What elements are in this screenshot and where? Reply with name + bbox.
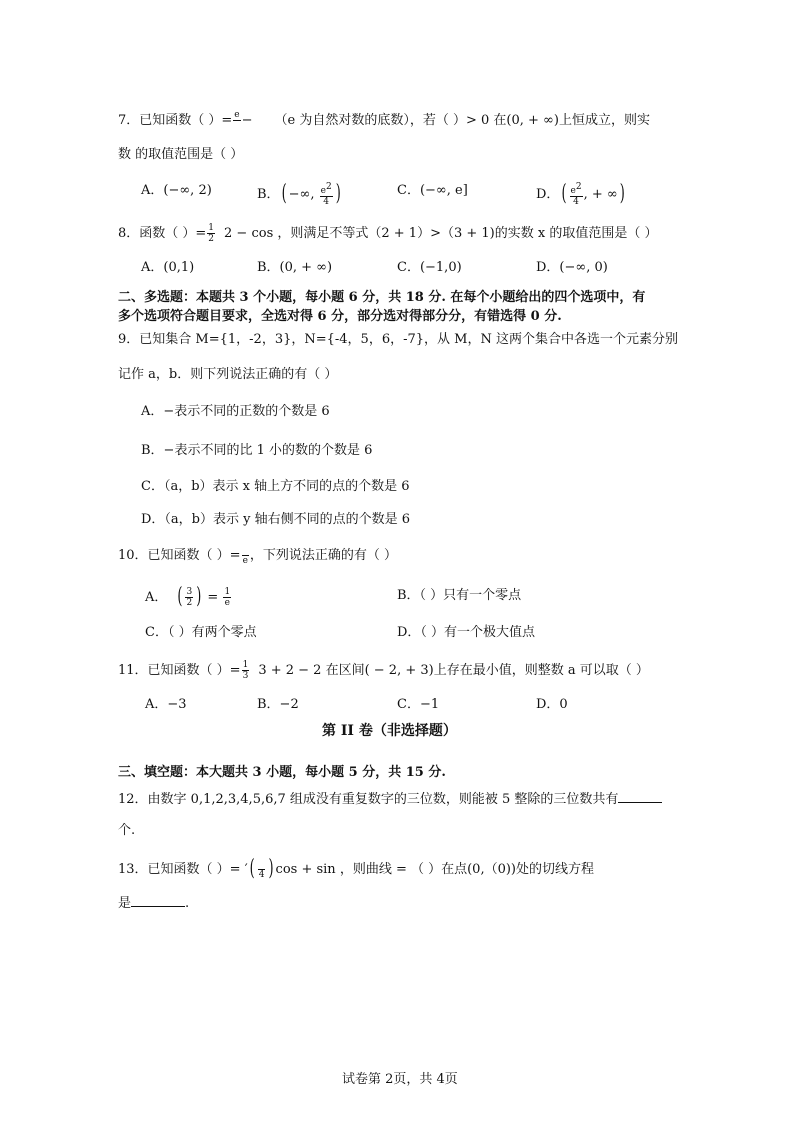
q12-stem-line1	[118, 790, 662, 808]
q10-option-a-rden: e	[224, 598, 230, 608]
q8-stem-a: 8．函数（ ）=	[118, 226, 207, 241]
q10-option-a-label: A．	[145, 590, 168, 605]
q7-stem-c: （e 为自然对数的底数），若（ ）> 0 在(0, + ∞)上恒成立，则实	[274, 113, 650, 128]
q7-option-d-label: D．	[536, 187, 560, 202]
q11-frac-num: 1	[242, 660, 249, 670]
q8-option-a: A．(0,1)	[141, 260, 195, 275]
q10-stem	[118, 545, 397, 566]
q10-stem-a: 10．已知函数（ ）=	[118, 548, 241, 563]
q11-stem-a: 11．已知函数（ ）=	[118, 663, 241, 678]
q10-option-b: B．（ ）只有一个零点	[397, 588, 522, 603]
q11-frac-den: 3	[242, 671, 249, 681]
q10-frac-den: e	[242, 556, 248, 566]
q11-stem	[118, 660, 649, 681]
q7-option-d-den: 4	[573, 197, 579, 207]
q13-stem-a: 13．已知函数（ ）= ′	[118, 862, 248, 877]
q10-option-a-num: 3	[186, 587, 193, 597]
q8-stem-b: 2 − cos ，则满足不等式（2 + 1）>（3 + 1)的实数 x 的取值范围是（ ）	[224, 226, 658, 241]
q7-option-d-frac	[570, 182, 583, 207]
q8-option-d: D．(−∞, 0)	[536, 260, 608, 275]
q7-option-a: A．(−∞, 2)	[141, 183, 212, 198]
q10-fraction	[242, 545, 249, 566]
q8-option-b: B．(0, + ∞)	[257, 260, 333, 275]
q8-option-c: C．(−1,0)	[397, 260, 462, 275]
q7-option-b-label: B．	[257, 187, 280, 202]
q7-stem-line1	[118, 110, 650, 131]
q10-option-c: C．（ ）有两个零点	[145, 625, 257, 640]
q11-option-c: C．−1	[397, 697, 440, 712]
q7-option-d: D． ( $\frac{e2}{4}$ , + ∞ )	[536, 181, 625, 207]
q13-stem-line1: 13．已知函数（ ）= ′ ( 4 ) cos + sin ，则曲线 = （ ）在点(0,（0))处的切线方程	[118, 856, 594, 882]
q9-option-b: B．−表示不同的比 1 小的数的个数是 6	[141, 443, 373, 458]
q8-frac-den: 2	[208, 234, 215, 244]
q7-option-b-expr: −∞,	[288, 187, 319, 202]
q12-answer-blank[interactable]	[618, 790, 662, 803]
q12-stem-text: 12．由数字 0,1,2,3,4,5,6,7 组成没有重复数字的三位数，则能被 5 整除的三位数共有	[118, 792, 619, 807]
q8-frac-num: 1	[208, 223, 215, 233]
q7-option-b-sup: 2	[325, 182, 332, 192]
q8-fraction	[207, 223, 215, 244]
q10-option-a-rnum: 1	[224, 587, 231, 597]
q11-option-b: B．−2	[257, 697, 299, 712]
q9-stem-line1: 9．已知集合 M={1，-2，3}，N={-4，5，6，-7}，从 M，N 这两个集合中各选一个元素分别	[118, 332, 678, 347]
q7-option-b: B． ( −∞, $\frac{e2}{4}$ )	[257, 181, 341, 207]
q11-option-d: D．0	[536, 697, 568, 712]
q13-frac-den: 4	[258, 870, 265, 880]
q7-option-b-frac	[320, 182, 333, 207]
q13-stem-line2: 是 .	[118, 896, 190, 911]
q9-option-a: A．−表示不同的正数的个数是 6	[141, 404, 330, 419]
part2-title: 第 II 卷（非选择题）	[322, 723, 457, 739]
q11-option-a: A．−3	[145, 697, 187, 712]
q10-option-a-eq: =	[207, 590, 219, 605]
section2-heading-line1: 二、多选题：本题共 3 个小题，每小题 6 分，共 18 分. 在每个小题给出的四个选项中，有	[118, 290, 646, 305]
q7-frac-num: e	[234, 110, 240, 120]
q9-option-d: D．（a，b）表示 y 轴右侧不同的点的个数是 6	[141, 512, 411, 527]
q13-stem-line2-text: 是	[118, 896, 132, 911]
q13-stem-b: cos + sin ，则曲线 = （ ）在点(0,（0))处的切线方程	[275, 862, 594, 877]
q7-fraction	[233, 110, 240, 131]
q10-option-d: D．（ ）有一个极大值点	[397, 625, 536, 640]
q9-option-c: C．（a，b）表示 x 轴上方不同的点的个数是 6	[141, 479, 410, 494]
q13-fraction	[258, 859, 266, 880]
q7-option-d-expr: , + ∞	[583, 187, 618, 202]
q7-option-c: C．(−∞, e]	[397, 183, 468, 198]
q7-stem-a: 7．已知函数（ ）=	[118, 113, 233, 128]
page-footer: 试卷第 2页，共 4页	[342, 1072, 458, 1087]
q10-option-a-den: 2	[186, 598, 193, 608]
q10-option-a: A． ( $\frac{3}{2}$ ) = $\frac{1}{e}$	[145, 584, 231, 610]
q10-option-a-rfrac	[223, 587, 231, 608]
q10-option-a-frac	[185, 587, 193, 608]
section3-heading: 三、填空题：本大题共 3 小题，每小题 5 分，共 15 分.	[118, 765, 446, 780]
q10-stem-b: ，下列说法正确的有（ ）	[249, 548, 398, 563]
q7-option-d-sup: 2	[575, 182, 582, 192]
q11-fraction	[242, 660, 250, 681]
q7-option-b-den: 4	[323, 197, 330, 207]
q7-stem-b: −	[241, 113, 253, 128]
q13-answer-blank[interactable]	[131, 894, 185, 907]
q8-stem	[118, 223, 657, 244]
q7-stem-line2: 数 的取值范围是（ ）	[118, 147, 244, 162]
section2-heading-line2: 多个选项符合题目要求，全选对得 6 分，部分选对得部分分，有错选得 0 分.	[118, 309, 562, 324]
q7-option-b-num: e	[320, 186, 326, 196]
q11-stem-b: 3 + 2 − 2 在区间( − 2, + 3)上存在最小值，则整数 a 可以取（ ）	[258, 663, 649, 678]
q7-option-d-num: e	[570, 186, 576, 196]
q9-stem-line2: 记作 a，b．则下列说法正确的有（ ）	[118, 367, 338, 382]
q12-stem-line2: 个.	[118, 823, 136, 838]
